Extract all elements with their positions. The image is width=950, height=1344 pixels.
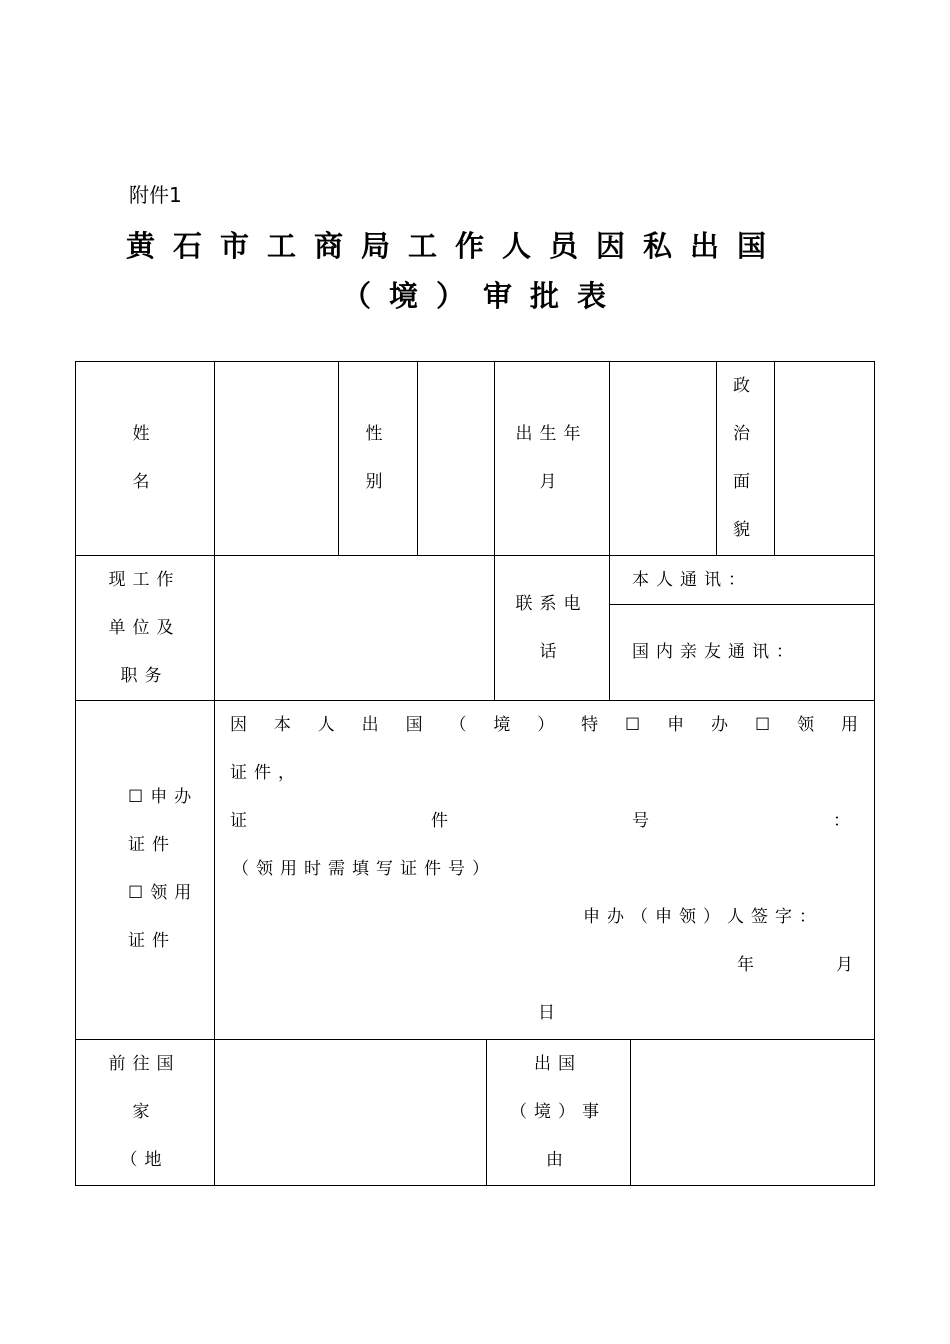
column-divider: [630, 1039, 631, 1186]
self-contact-label: 本人通讯：: [632, 570, 752, 590]
birth-date-label: 出生年 月: [515, 424, 588, 492]
signature-label: 申办（申领）人签字：: [583, 907, 823, 927]
phone-label: 联系电 话: [515, 594, 588, 662]
political-status-label: 政 治 面 貌: [733, 376, 757, 540]
application-statement: 因 本 人 出 国 （ 境 ） 特 ☐ 申 办 ☐ 领 用: [230, 715, 858, 735]
relative-contact-label: 国内亲友通讯：: [632, 642, 800, 662]
travel-reason-label: 出国 （境）事 由: [510, 1054, 606, 1170]
column-divider: [214, 361, 215, 1186]
column-divider: [417, 361, 418, 555]
name-label: 姓 名: [132, 424, 157, 492]
date-year-label: 年: [737, 955, 761, 975]
column-divider: [774, 361, 775, 555]
destination-label: 前往国 家 （地: [108, 1054, 181, 1170]
contact-divider: [609, 604, 875, 605]
document-number-note: （领用时需填写证件号）: [232, 859, 496, 879]
date-day-label: 日: [538, 1003, 562, 1023]
work-unit-label: 现工作 单位及 职务: [108, 570, 181, 686]
application-statement-cont: 证件，: [230, 763, 302, 783]
form-title-line-1: 黄石市工商局工作人员因私出国: [126, 229, 785, 263]
date-month-label: 月: [836, 955, 860, 975]
column-divider: [609, 361, 610, 700]
document-type-label: ☐申办 证件 ☐领用 证件: [128, 787, 199, 951]
document-number-label: 证 件 号 ：: [230, 811, 850, 831]
form-title-line-2: （境）审批表: [342, 279, 625, 313]
attachment-label: 附件1: [129, 183, 182, 207]
gender-label: 性 别: [365, 424, 390, 492]
